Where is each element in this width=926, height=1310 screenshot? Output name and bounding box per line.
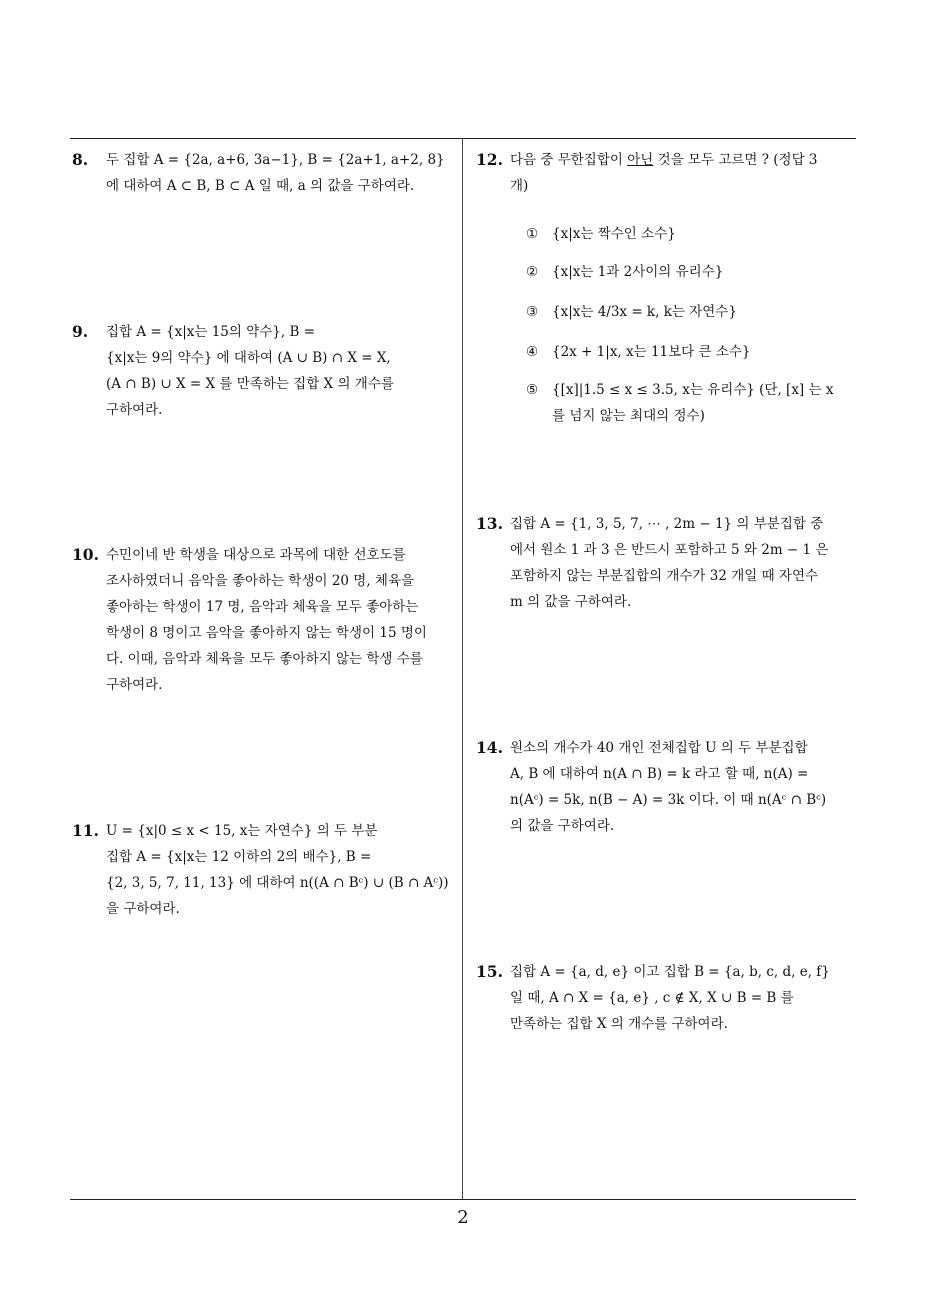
underlined-word: 아닌 — [627, 152, 654, 168]
problem-text-line: 의 값을 구하여라. — [510, 818, 615, 834]
problem-text-line — [510, 147, 860, 173]
problem-text-line: 에 대하여 A ⊂ B, B ⊂ A 일 때, a 의 값을 구하여라. — [106, 178, 415, 194]
problem-text-line: 좋아하는 학생이 17 명, 음악과 체육을 모두 좋아하는 — [106, 599, 419, 615]
problem-12 — [476, 147, 860, 441]
problem-text-line: m 의 값을 구하여라. — [510, 594, 632, 610]
choice-text: {x|x는 1과 2사이의 유리수} — [552, 264, 724, 280]
problem-number: 13. — [476, 514, 503, 533]
problem-text-line: 학생이 8 명이고 음악을 좋아하지 않는 학생이 15 명이 — [106, 625, 427, 641]
problem-text-line: 에서 원소 1 과 3 은 반드시 포함하고 5 와 2m − 1 은 — [510, 542, 829, 558]
bottom-rule — [70, 1199, 856, 1200]
problem-text-line: 다. 이때, 음악과 체육을 모두 좋아하지 않는 학생 수를 — [106, 651, 423, 667]
problem-13 — [476, 511, 860, 615]
problem-text-line: 집합 A = {1, 3, 5, 7, ⋯ , 2m − 1} 의 부분집합 중 — [510, 516, 824, 532]
question-suffix: 것을 모두 고르면 ? (정답 3 — [653, 152, 818, 168]
problem-text-line: {x|x는 9의 약수} 에 대하여 (A ∪ B) ∩ X = X, — [106, 350, 391, 366]
choice-text: {x|x는 짝수인 소수} — [552, 226, 676, 242]
problem-14 — [476, 735, 860, 839]
problem-text-line: 일 때, A ∩ X = {a, e} , c ∉ X, X ∪ B = B 를 — [510, 990, 794, 1006]
choice-mark: ④ — [526, 344, 539, 360]
choice-1 — [526, 221, 860, 247]
choice-4 — [526, 339, 860, 365]
top-rule — [70, 138, 856, 139]
problem-9 — [72, 319, 456, 423]
problem-text-line: 조사하였더니 음악을 좋아하는 학생이 20 명, 체육을 — [106, 573, 415, 589]
problem-text-line: {2, 3, 5, 7, 11, 13} 에 대하여 n((A ∩ Bᶜ) ∪ (B ∩ Aᶜ)) — [106, 875, 449, 891]
problem-15 — [476, 959, 860, 1037]
problem-8 — [72, 147, 456, 199]
problem-text-line: 집합 A = {x|x는 12 이하의 2의 배수}, B = — [106, 849, 372, 865]
problem-text-line: 구하여라. — [106, 402, 163, 418]
problem-number: 15. — [476, 962, 503, 981]
problem-text-line: 포함하지 않는 부분집합의 개수가 32 개일 때 자연수 — [510, 568, 819, 584]
choice-list — [526, 221, 860, 429]
problem-text-line: 원소의 개수가 40 개인 전체집합 U 의 두 부분집합 — [510, 740, 808, 756]
problem-10 — [72, 542, 456, 698]
problem-text-line: 구하여라. — [106, 677, 163, 693]
problem-text-line: 집합 A = {x|x는 15의 약수}, B = — [106, 324, 316, 340]
page-number: 2 — [457, 1207, 469, 1228]
choice-text: {[x]|1.5 ≤ x ≤ 3.5, x는 유리수} (단, [x] 는 x — [552, 382, 834, 398]
choice-mark: ① — [526, 226, 539, 242]
problem-text-line: 집합 A = {a, d, e} 이고 집합 B = {a, b, c, d, e, f} — [510, 964, 830, 980]
problem-text-line: A, B 에 대하여 n(A ∩ B) = k 라고 할 때, n(A) = — [510, 766, 809, 782]
problem-number: 10. — [72, 545, 99, 564]
choice-mark: ② — [526, 264, 539, 280]
problem-text-line: n(Aᶜ) = 5k, n(B − A) = 3k 이다. 이 때 n(Aᶜ ∩ Bᶜ) — [510, 792, 827, 808]
choice-2 — [526, 259, 860, 285]
problem-11 — [72, 818, 456, 922]
problem-number: 11. — [72, 821, 99, 840]
choice-text: {x|x는 4/3x = k, k는 자연수} — [552, 304, 737, 320]
problem-number: 12. — [476, 150, 503, 169]
choice-text: {2x + 1|x, x는 11보다 큰 소수} — [552, 344, 751, 360]
choice-mark: ③ — [526, 304, 539, 320]
problem-text-line: (A ∩ B) ∪ X = X 를 만족하는 집합 X 의 개수를 — [106, 376, 394, 392]
problem-number: 8. — [72, 150, 89, 169]
problem-text-line: 만족하는 집합 X 의 개수를 구하여라. — [510, 1016, 728, 1032]
column-divider — [462, 138, 463, 1200]
choice-3 — [526, 297, 860, 327]
problem-number: 9. — [72, 322, 89, 341]
question-prefix: 다음 중 무한집합이 — [510, 152, 628, 168]
problem-text-line: U = {x|0 ≤ x < 15, x는 자연수} 의 두 부분 — [106, 823, 378, 839]
choice-text-continued: 를 넘지 않는 최대의 정수) — [552, 408, 705, 424]
problem-text-line: 개) — [510, 178, 529, 194]
problem-text-line: 수민이네 반 학생을 대상으로 과목에 대한 선호도를 — [106, 547, 406, 563]
choice-mark: ⑤ — [526, 382, 539, 398]
problem-text-line: 두 집합 A = {2a, a+6, 3a−1}, B = {2a+1, a+2, 8} — [106, 152, 445, 168]
choice-5 — [526, 377, 860, 429]
problem-text-line: 을 구하여라. — [106, 901, 180, 917]
problem-number: 14. — [476, 738, 503, 757]
